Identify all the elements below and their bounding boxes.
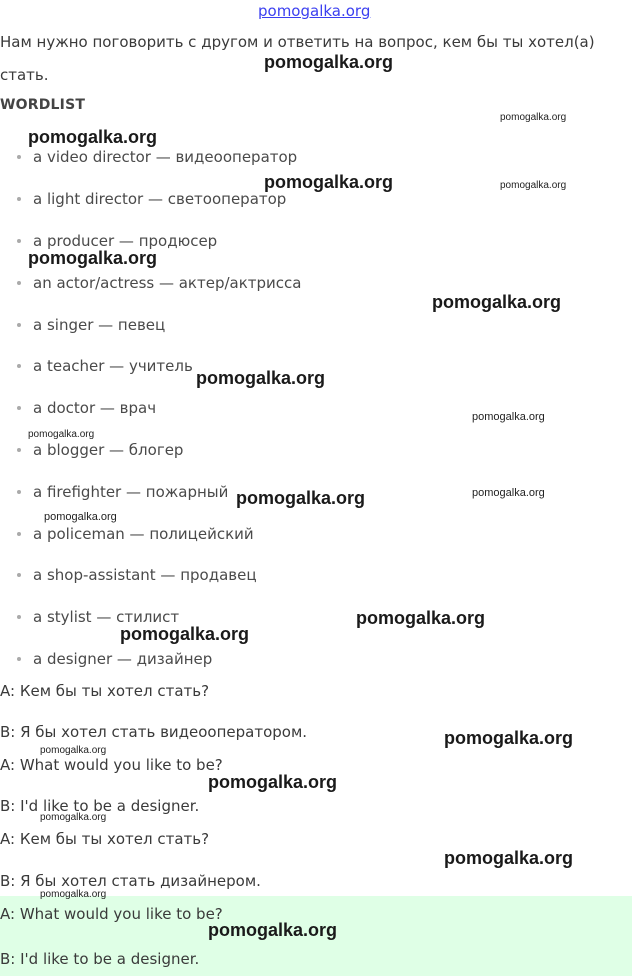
site-link[interactable]: pomogalka.org <box>258 2 371 20</box>
wordlist-item: an actor/actress — актер/актрисса <box>17 274 301 292</box>
bullet-icon <box>17 490 21 494</box>
watermark: pomogalka.org <box>500 180 567 191</box>
wordlist-item: a designer — дизайнер <box>17 650 212 668</box>
watermark: pomogalka.org <box>208 772 338 792</box>
dialogue-line: A: Кем бы ты хотел стать? <box>0 682 210 700</box>
watermark: pomogalka.org <box>472 487 545 499</box>
wordlist-item: a producer — продюсер <box>17 232 217 250</box>
wordlist-item: a light director — светооператор <box>17 190 286 208</box>
dialogue-line: B: I'd like to be a designer. <box>0 797 200 815</box>
bullet-icon <box>17 239 21 243</box>
intro-text-line-1: Нам нужно поговорить с другом и ответить на вопрос, кем бы ты хотел(а) <box>0 33 595 51</box>
dialogue-line: B: Я бы хотел стать дизайнером. <box>0 872 261 890</box>
wordlist-item: a video director — видеооператор <box>17 148 297 166</box>
dialogue-line: A: What would you like to be? <box>0 905 223 923</box>
wordlist-item: a singer — певец <box>17 316 165 334</box>
wordlist-item: a stylist — стилист <box>17 608 179 626</box>
wordlist-item: a policeman — полицейский <box>17 525 254 543</box>
wordlist-item: a firefighter — пожарный <box>17 483 228 501</box>
dialogue-line: A: What would you like to be? <box>0 756 223 774</box>
watermark: pomogalka.org <box>40 745 107 756</box>
watermark: pomogalka.org <box>236 488 366 508</box>
watermark: pomogalka.org <box>264 172 394 192</box>
wordlist-heading: WORDLIST <box>0 97 86 113</box>
watermark: pomogalka.org <box>356 608 486 628</box>
watermark: pomogalka.org <box>472 411 545 423</box>
watermark: pomogalka.org <box>500 112 567 123</box>
dialogue-line: B: Я бы хотел стать видеооператором. <box>0 723 308 741</box>
watermark: pomogalka.org <box>120 624 250 644</box>
dialogue-line: A: Кем бы ты хотел стать? <box>0 830 210 848</box>
intro-text-line-2: стать. <box>0 66 49 84</box>
bullet-icon <box>17 573 21 577</box>
bullet-icon <box>17 364 21 368</box>
bullet-icon <box>17 406 21 410</box>
watermark: pomogalka.org <box>28 429 95 440</box>
dialogue-line: B: I'd like to be a designer. <box>0 950 200 968</box>
watermark: pomogalka.org <box>28 127 158 147</box>
bullet-icon <box>17 281 21 285</box>
watermark: pomogalka.org <box>432 292 562 312</box>
bullet-icon <box>17 615 21 619</box>
watermark: pomogalka.org <box>40 889 107 900</box>
wordlist-item: a blogger — блогер <box>17 441 183 459</box>
watermark: pomogalka.org <box>444 728 574 748</box>
watermark: pomogalka.org <box>264 52 394 72</box>
watermark: pomogalka.org <box>40 812 107 823</box>
watermark: pomogalka.org <box>444 848 574 868</box>
bullet-icon <box>17 323 21 327</box>
bullet-icon <box>17 448 21 452</box>
watermark: pomogalka.org <box>208 920 338 940</box>
watermark: pomogalka.org <box>28 248 158 268</box>
watermark: pomogalka.org <box>44 511 117 523</box>
bullet-icon <box>17 532 21 536</box>
wordlist-item: a teacher — учитель <box>17 357 193 375</box>
wordlist-item: a doctor — врач <box>17 399 156 417</box>
wordlist-item: a shop-assistant — продавец <box>17 566 257 584</box>
bullet-icon <box>17 155 21 159</box>
bullet-icon <box>17 197 21 201</box>
watermark: pomogalka.org <box>196 368 326 388</box>
bullet-icon <box>17 657 21 661</box>
